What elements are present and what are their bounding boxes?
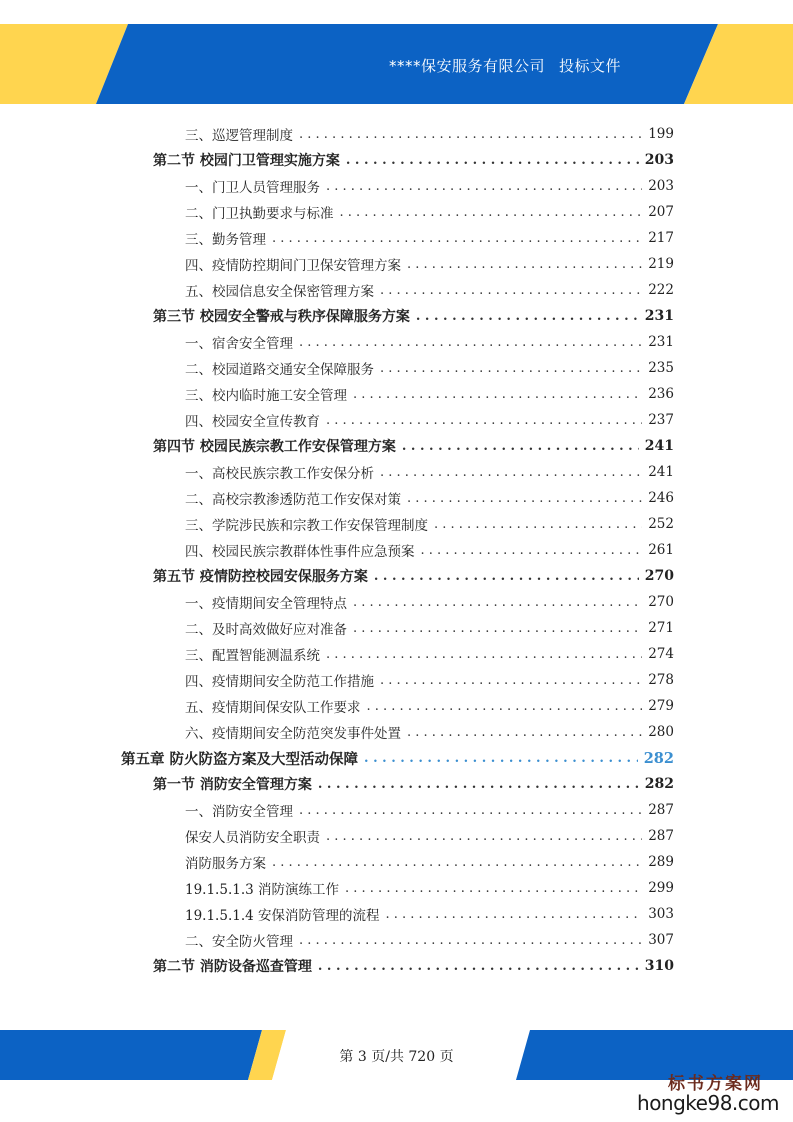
toc-subsection-entry[interactable] [185, 537, 674, 563]
toc-subsection-entry[interactable] [185, 225, 674, 251]
toc-entry-title: 二、及时高效做好应对准备 [185, 622, 347, 638]
toc-entry-page: 203 [644, 152, 674, 168]
toc-entry-title: 第二节 消防设备巡查管理 [153, 959, 312, 975]
toc-dot-leader [326, 647, 642, 662]
toc-entry-page: 252 [648, 516, 674, 532]
toc-dot-leader [272, 231, 642, 246]
toc-entry-page: 261 [648, 542, 674, 558]
toc-entry-page: 236 [648, 386, 674, 402]
toc-dot-leader [367, 699, 643, 714]
toc-entry-page: 287 [648, 828, 674, 844]
toc-entry-title: 第四节 校园民族宗教工作安保管理方案 [153, 439, 396, 455]
toc-entry-page: 217 [648, 230, 674, 246]
toc-subsection-entry[interactable] [185, 875, 674, 901]
toc-entry-page: 241 [644, 438, 674, 454]
toc-subsection-entry[interactable] [185, 927, 674, 953]
toc-dot-leader [353, 595, 642, 610]
toc-entry-title: 一、消防安全管理 [185, 804, 293, 820]
toc-entry-page: 280 [648, 724, 674, 740]
toc-dot-leader [407, 725, 642, 740]
toc-subsection-entry[interactable] [185, 667, 674, 693]
toc-entry-page: 231 [644, 308, 674, 324]
toc-entry-title: 一、高校民族宗教工作安保分析 [185, 466, 374, 482]
toc-entry-title: 三、配置智能测温系统 [185, 648, 320, 664]
toc-subsection-entry[interactable] [185, 121, 674, 147]
toc-dot-leader [380, 673, 642, 688]
toc-entry-page: 237 [648, 412, 674, 428]
toc-dot-leader [318, 959, 639, 974]
toc-entry-title: 四、疫情期间安全防范工作措施 [185, 674, 374, 690]
toc-subsection-entry[interactable] [185, 589, 674, 615]
toc-subsection-entry[interactable] [185, 329, 674, 355]
toc-subsection-entry[interactable] [185, 251, 674, 277]
toc-entry-title: 二、门卫执勤要求与标准 [185, 206, 334, 222]
toc-dot-leader [326, 413, 642, 428]
header-doc-type: 投标文件 [558, 57, 621, 75]
toc-entry-title: 一、宿舍安全管理 [185, 336, 293, 352]
toc-entry-page: 279 [648, 698, 674, 714]
toc-entry-title: 四、校园民族宗教群体性事件应急预案 [185, 544, 415, 560]
toc-dot-leader [380, 283, 642, 298]
toc-dot-leader [299, 933, 642, 948]
toc-dot-leader [416, 309, 639, 324]
toc-subsection-entry[interactable] [185, 199, 674, 225]
toc-subsection-entry[interactable] [185, 381, 674, 407]
toc-chapter-entry[interactable] [121, 745, 674, 771]
toc-entry-title: 六、疫情期间安全防范突发事件处置 [185, 726, 401, 742]
toc-subsection-entry[interactable] [185, 459, 674, 485]
header-band [0, 24, 793, 104]
toc-subsection-entry[interactable] [185, 901, 674, 927]
toc-dot-leader [272, 855, 642, 870]
toc-entry-page: 274 [648, 646, 674, 662]
toc-entry-page: 270 [644, 568, 674, 584]
toc-subsection-entry[interactable] [185, 173, 674, 199]
watermark-logo-text: 标书方案网 [668, 1074, 763, 1094]
toc-dot-leader [421, 543, 643, 558]
toc-dot-leader [407, 491, 642, 506]
toc-entry-page: 241 [648, 464, 674, 480]
toc-entry-title: 二、高校宗教渗透防范工作安保对策 [185, 492, 401, 508]
toc-entry-page: 278 [648, 672, 674, 688]
toc-subsection-entry[interactable] [185, 485, 674, 511]
toc-dot-leader [386, 907, 643, 922]
toc-entry-title: 19.1.5.1.3 消防演练工作 [185, 882, 339, 898]
toc-entry-page: 222 [648, 282, 674, 298]
toc-entry-page: 235 [648, 360, 674, 376]
toc-entry-title: 二、安全防火管理 [185, 934, 293, 950]
toc-dot-leader [364, 751, 638, 766]
toc-entry-page: 231 [648, 334, 674, 350]
toc-subsection-entry[interactable] [185, 719, 674, 745]
toc-subsection-entry[interactable] [185, 797, 674, 823]
toc-entry-title: 保安人员消防安全职责 [185, 830, 320, 846]
toc-dot-leader [353, 387, 642, 402]
toc-dot-leader [407, 257, 642, 272]
page-number: 第 3 页/共 720 页 [339, 1049, 454, 1065]
toc-subsection-entry[interactable] [185, 823, 674, 849]
toc-entry-page: 199 [648, 126, 674, 142]
toc-entry-title: 五、疫情期间保安队工作要求 [185, 700, 361, 716]
toc-entry-page: 310 [644, 958, 674, 974]
toc-entry-title: 第一节 消防安全管理方案 [153, 777, 312, 793]
toc-section-entry[interactable] [153, 303, 674, 329]
toc-subsection-entry[interactable] [185, 407, 674, 433]
toc-section-entry[interactable] [153, 771, 674, 797]
header-title [389, 55, 621, 76]
toc-entry-page: 271 [648, 620, 674, 636]
toc-entry-title: 消防服务方案 [185, 856, 266, 872]
toc-section-entry[interactable] [153, 953, 674, 979]
toc-subsection-entry[interactable] [185, 511, 674, 537]
toc-dot-leader [326, 179, 642, 194]
toc-entry-title: 一、疫情期间安全管理特点 [185, 596, 347, 612]
toc-subsection-entry[interactable] [185, 849, 674, 875]
toc-section-entry[interactable] [153, 147, 674, 173]
toc-entry-title: 第五章 防火防盗方案及大型活动保障 [121, 750, 359, 768]
toc-entry-title: 第二节 校园门卫管理实施方案 [153, 153, 340, 169]
toc-entry-page: 270 [648, 594, 674, 610]
toc-entry-page: 287 [648, 802, 674, 818]
toc-subsection-entry[interactable] [185, 355, 674, 381]
toc-entry-title: 三、校内临时施工安全管理 [185, 388, 347, 404]
toc-entry-title: 第五节 疫情防控校园安保服务方案 [153, 569, 368, 585]
toc-entry-page: 303 [648, 906, 674, 922]
toc-dot-leader [346, 153, 639, 168]
toc-section-entry[interactable] [153, 563, 674, 589]
toc-section-entry[interactable] [153, 433, 674, 459]
toc-dot-leader [353, 621, 642, 636]
toc-dot-leader [434, 517, 642, 532]
toc-entry-page: 307 [648, 932, 674, 948]
toc-entry-page: 299 [648, 880, 674, 896]
toc-entry-title: 四、疫情防控期间门卫保安管理方案 [185, 258, 401, 274]
toc-entry-title: 一、门卫人员管理服务 [185, 180, 320, 196]
toc-dot-leader [326, 829, 642, 844]
toc-entry-page: 203 [648, 178, 674, 194]
toc-entry-title: 三、巡逻管理制度 [185, 128, 293, 144]
toc-entry-page: 289 [648, 854, 674, 870]
toc-entry-title: 二、校园道路交通安全保障服务 [185, 362, 374, 378]
toc-entry-title: 三、学院涉民族和宗教工作安保管理制度 [185, 518, 428, 534]
toc-entry-title: 19.1.5.1.4 安保消防管理的流程 [185, 908, 380, 924]
toc-dot-leader [299, 803, 642, 818]
toc-dot-leader [380, 465, 642, 480]
toc-entry-title: 三、勤务管理 [185, 232, 266, 248]
toc-dot-leader [402, 439, 639, 454]
header-company: ****保安服务有限公司 [388, 57, 545, 75]
toc-entry-page: 219 [648, 256, 674, 272]
toc-entry-page: 207 [648, 204, 674, 220]
toc-entry-page: 282 [644, 776, 674, 792]
toc-subsection-entry[interactable] [185, 615, 674, 641]
toc-entry-page: 282 [643, 749, 674, 767]
toc-dot-leader [340, 205, 643, 220]
toc-dot-leader [299, 127, 642, 142]
toc-entry-page: 246 [648, 490, 674, 506]
toc-dot-leader [374, 569, 639, 584]
watermark-url: hongke98.com [637, 1091, 779, 1115]
toc-dot-leader [299, 335, 642, 350]
toc-subsection-entry[interactable] [185, 277, 674, 303]
toc-entry-title: 四、校园安全宣传教育 [185, 414, 320, 430]
toc-entry-title: 五、校园信息安全保密管理方案 [185, 284, 374, 300]
toc-subsection-entry[interactable] [185, 693, 674, 719]
toc-dot-leader [318, 777, 639, 792]
toc-subsection-entry[interactable] [185, 641, 674, 667]
toc-dot-leader [380, 361, 642, 376]
toc-entry-title: 第三节 校园安全警戒与秩序保障服务方案 [153, 309, 410, 325]
toc-dot-leader [345, 881, 642, 896]
